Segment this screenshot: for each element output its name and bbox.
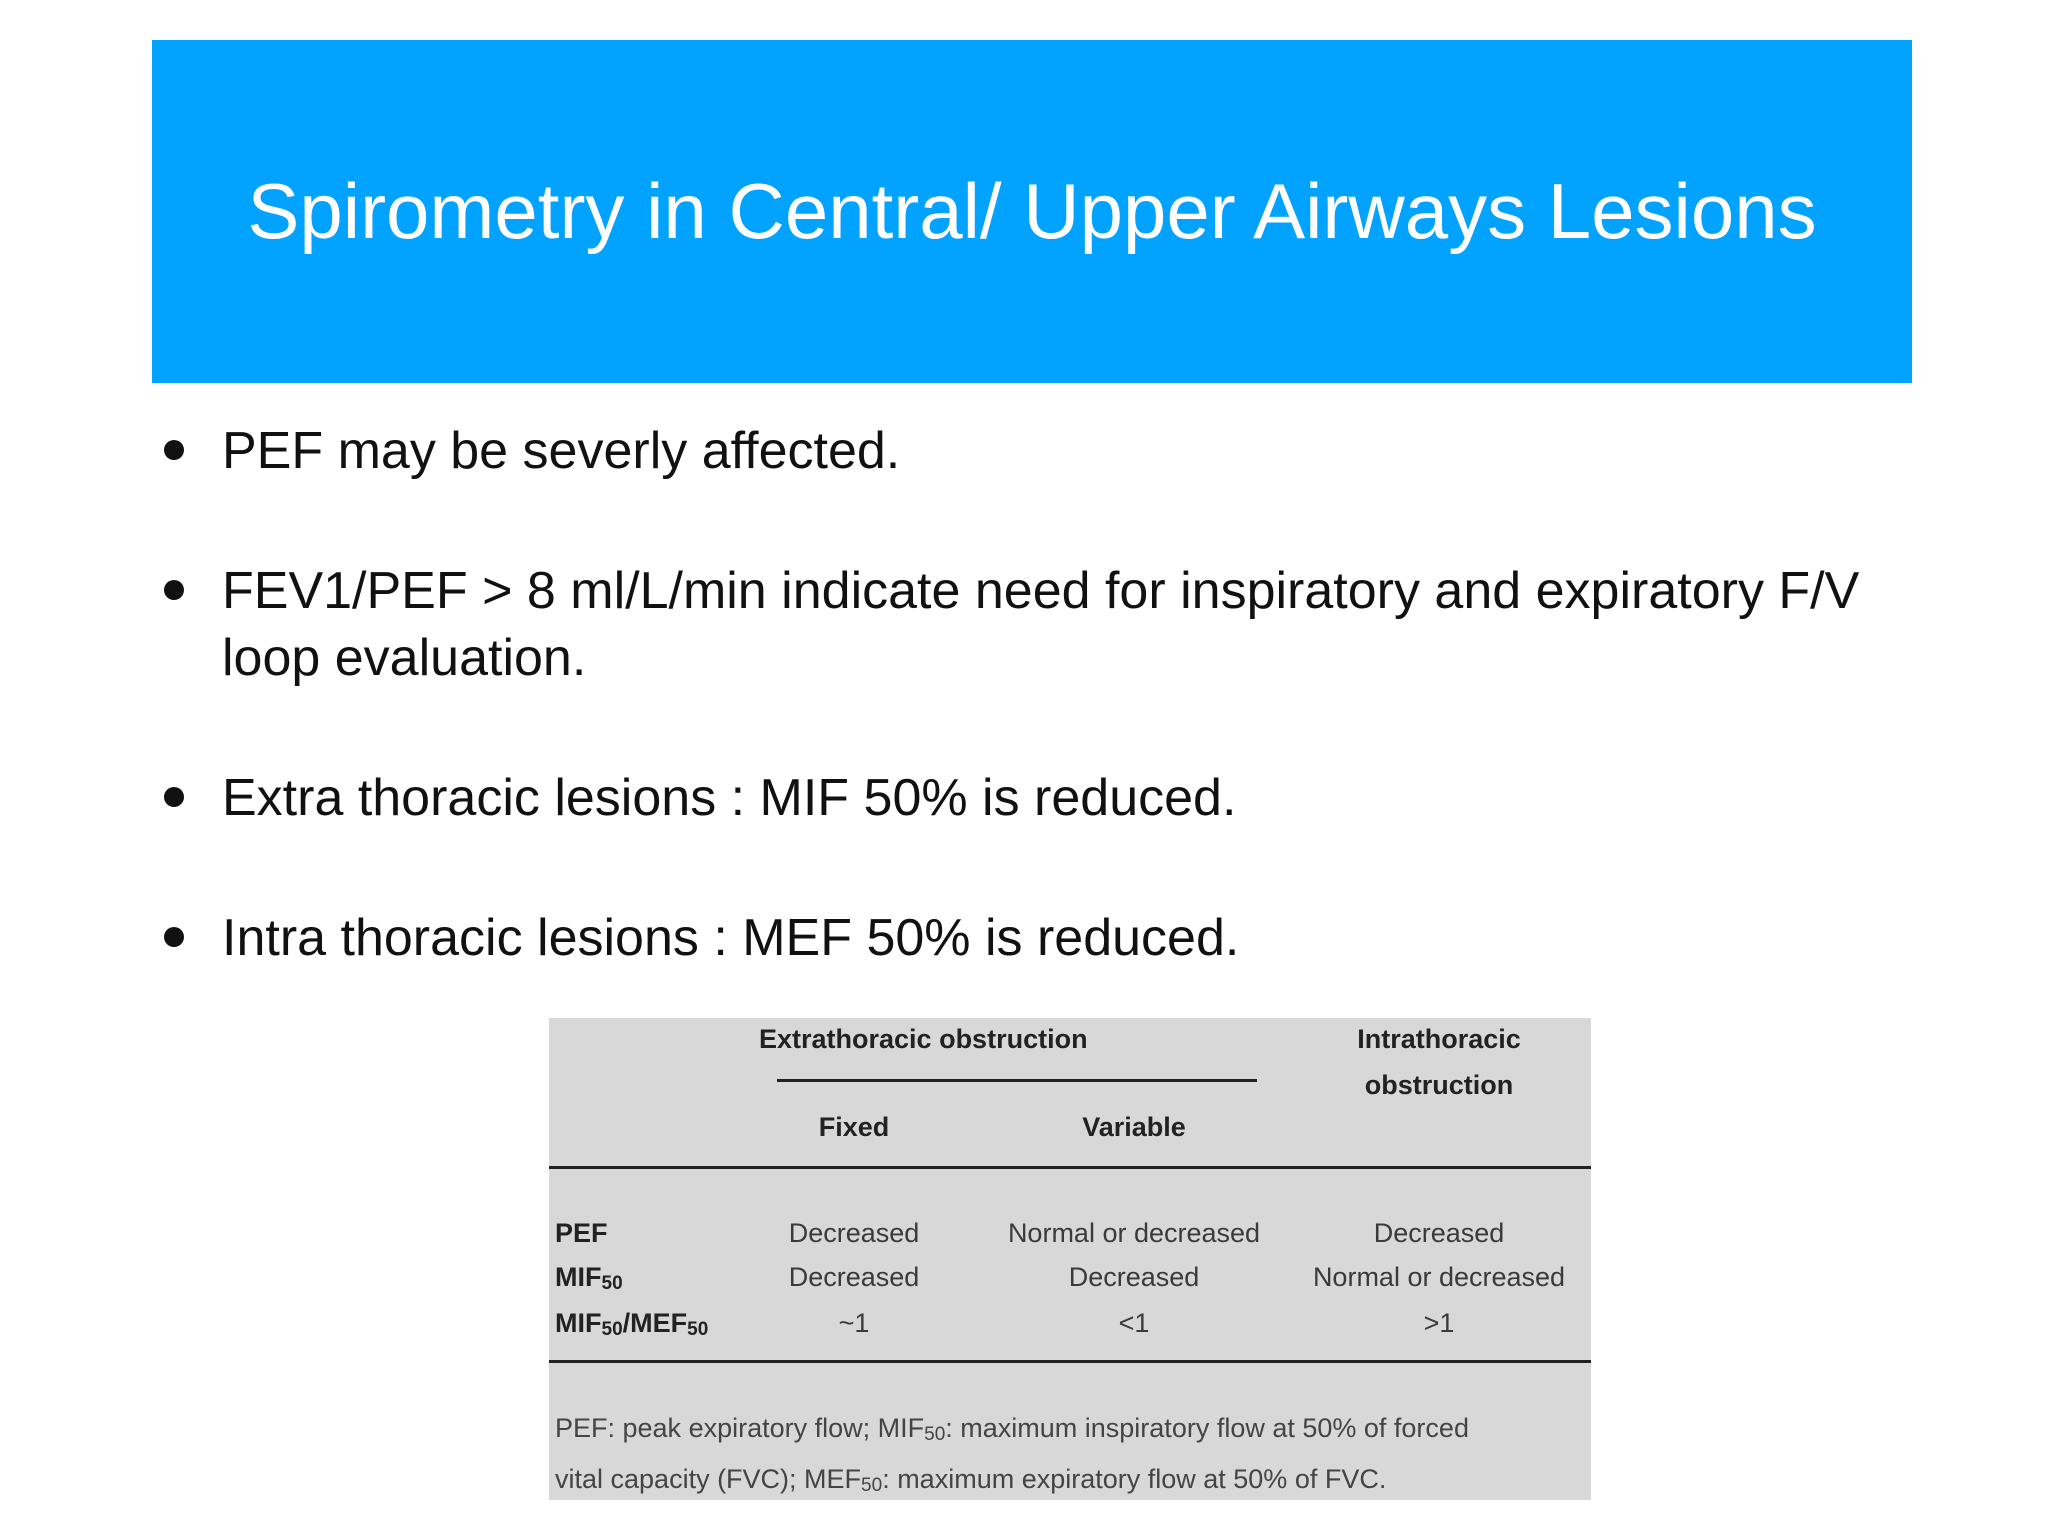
bullet-item xyxy=(160,558,1920,692)
header-intrathoracic-line1: Intrathoracic xyxy=(1357,1024,1521,1054)
cell-fixed: ~1 xyxy=(838,1308,870,1338)
cell-intra: >1 xyxy=(1423,1308,1455,1338)
header-extrathoracic: Extrathoracic obstruction xyxy=(759,1024,1088,1054)
bullet-dot-icon xyxy=(164,927,184,947)
bullet-dot-icon xyxy=(164,787,184,807)
table-rule-top xyxy=(549,1166,1591,1169)
header-underline xyxy=(777,1079,1257,1082)
title-banner xyxy=(152,40,1912,383)
cell-variable: <1 xyxy=(1118,1308,1150,1338)
header-intrathoracic-line2: obstruction xyxy=(1364,1070,1514,1100)
bullet-item xyxy=(160,418,1920,485)
bullet-text: Extra thoracic lesions : MIF 50% is reduced. xyxy=(222,769,1237,827)
bullet-text: Intra thoracic lesions : MEF 50% is reduced. xyxy=(222,909,1240,967)
bullet-dot-icon xyxy=(164,580,184,600)
bullet-item xyxy=(160,765,1920,832)
footnote-line-2: vital capacity (FVC); $MEF_{50}$: maximum expiratory flow at 50% of FVC. xyxy=(555,1464,1387,1496)
row-label-mif50: $MIF_{50}$ xyxy=(555,1262,623,1294)
header-variable: Variable xyxy=(1082,1112,1186,1142)
cell-variable: Decreased xyxy=(1068,1262,1200,1292)
bullet-text: PEF may be severly affected. xyxy=(222,422,901,480)
bullet-item xyxy=(160,905,1920,972)
cell-variable: Normal or decreased xyxy=(1007,1218,1261,1248)
bullet-dot-icon xyxy=(164,440,184,460)
slide-title: Spirometry in Central/ Upper Airways Lesions xyxy=(247,167,1817,255)
obstruction-table xyxy=(549,1018,1591,1500)
header-fixed: Fixed xyxy=(818,1112,890,1142)
footnote-line-1: PEF: peak expiratory flow; $MIF_{50}$: maximum inspiratory flow at 50% of forced xyxy=(555,1413,1469,1445)
bullet-list xyxy=(160,418,1920,1045)
cell-intra: Decreased xyxy=(1373,1218,1505,1248)
bullet-text: FEV1/PEF > 8 ml/L/min indicate need for inspiratory and expiratory F/V loop evaluation. xyxy=(222,562,1860,687)
table-rule-bottom xyxy=(549,1360,1591,1363)
cell-intra: Normal or decreased xyxy=(1312,1262,1566,1292)
cell-fixed: Decreased xyxy=(788,1262,920,1292)
row-label-mif50-mef50: $MIF_{50}/MEF_{50}$ xyxy=(555,1308,709,1340)
cell-fixed: Decreased xyxy=(788,1218,920,1248)
row-label-pef: PEF xyxy=(555,1218,608,1248)
table-footnote xyxy=(555,1406,1585,1508)
